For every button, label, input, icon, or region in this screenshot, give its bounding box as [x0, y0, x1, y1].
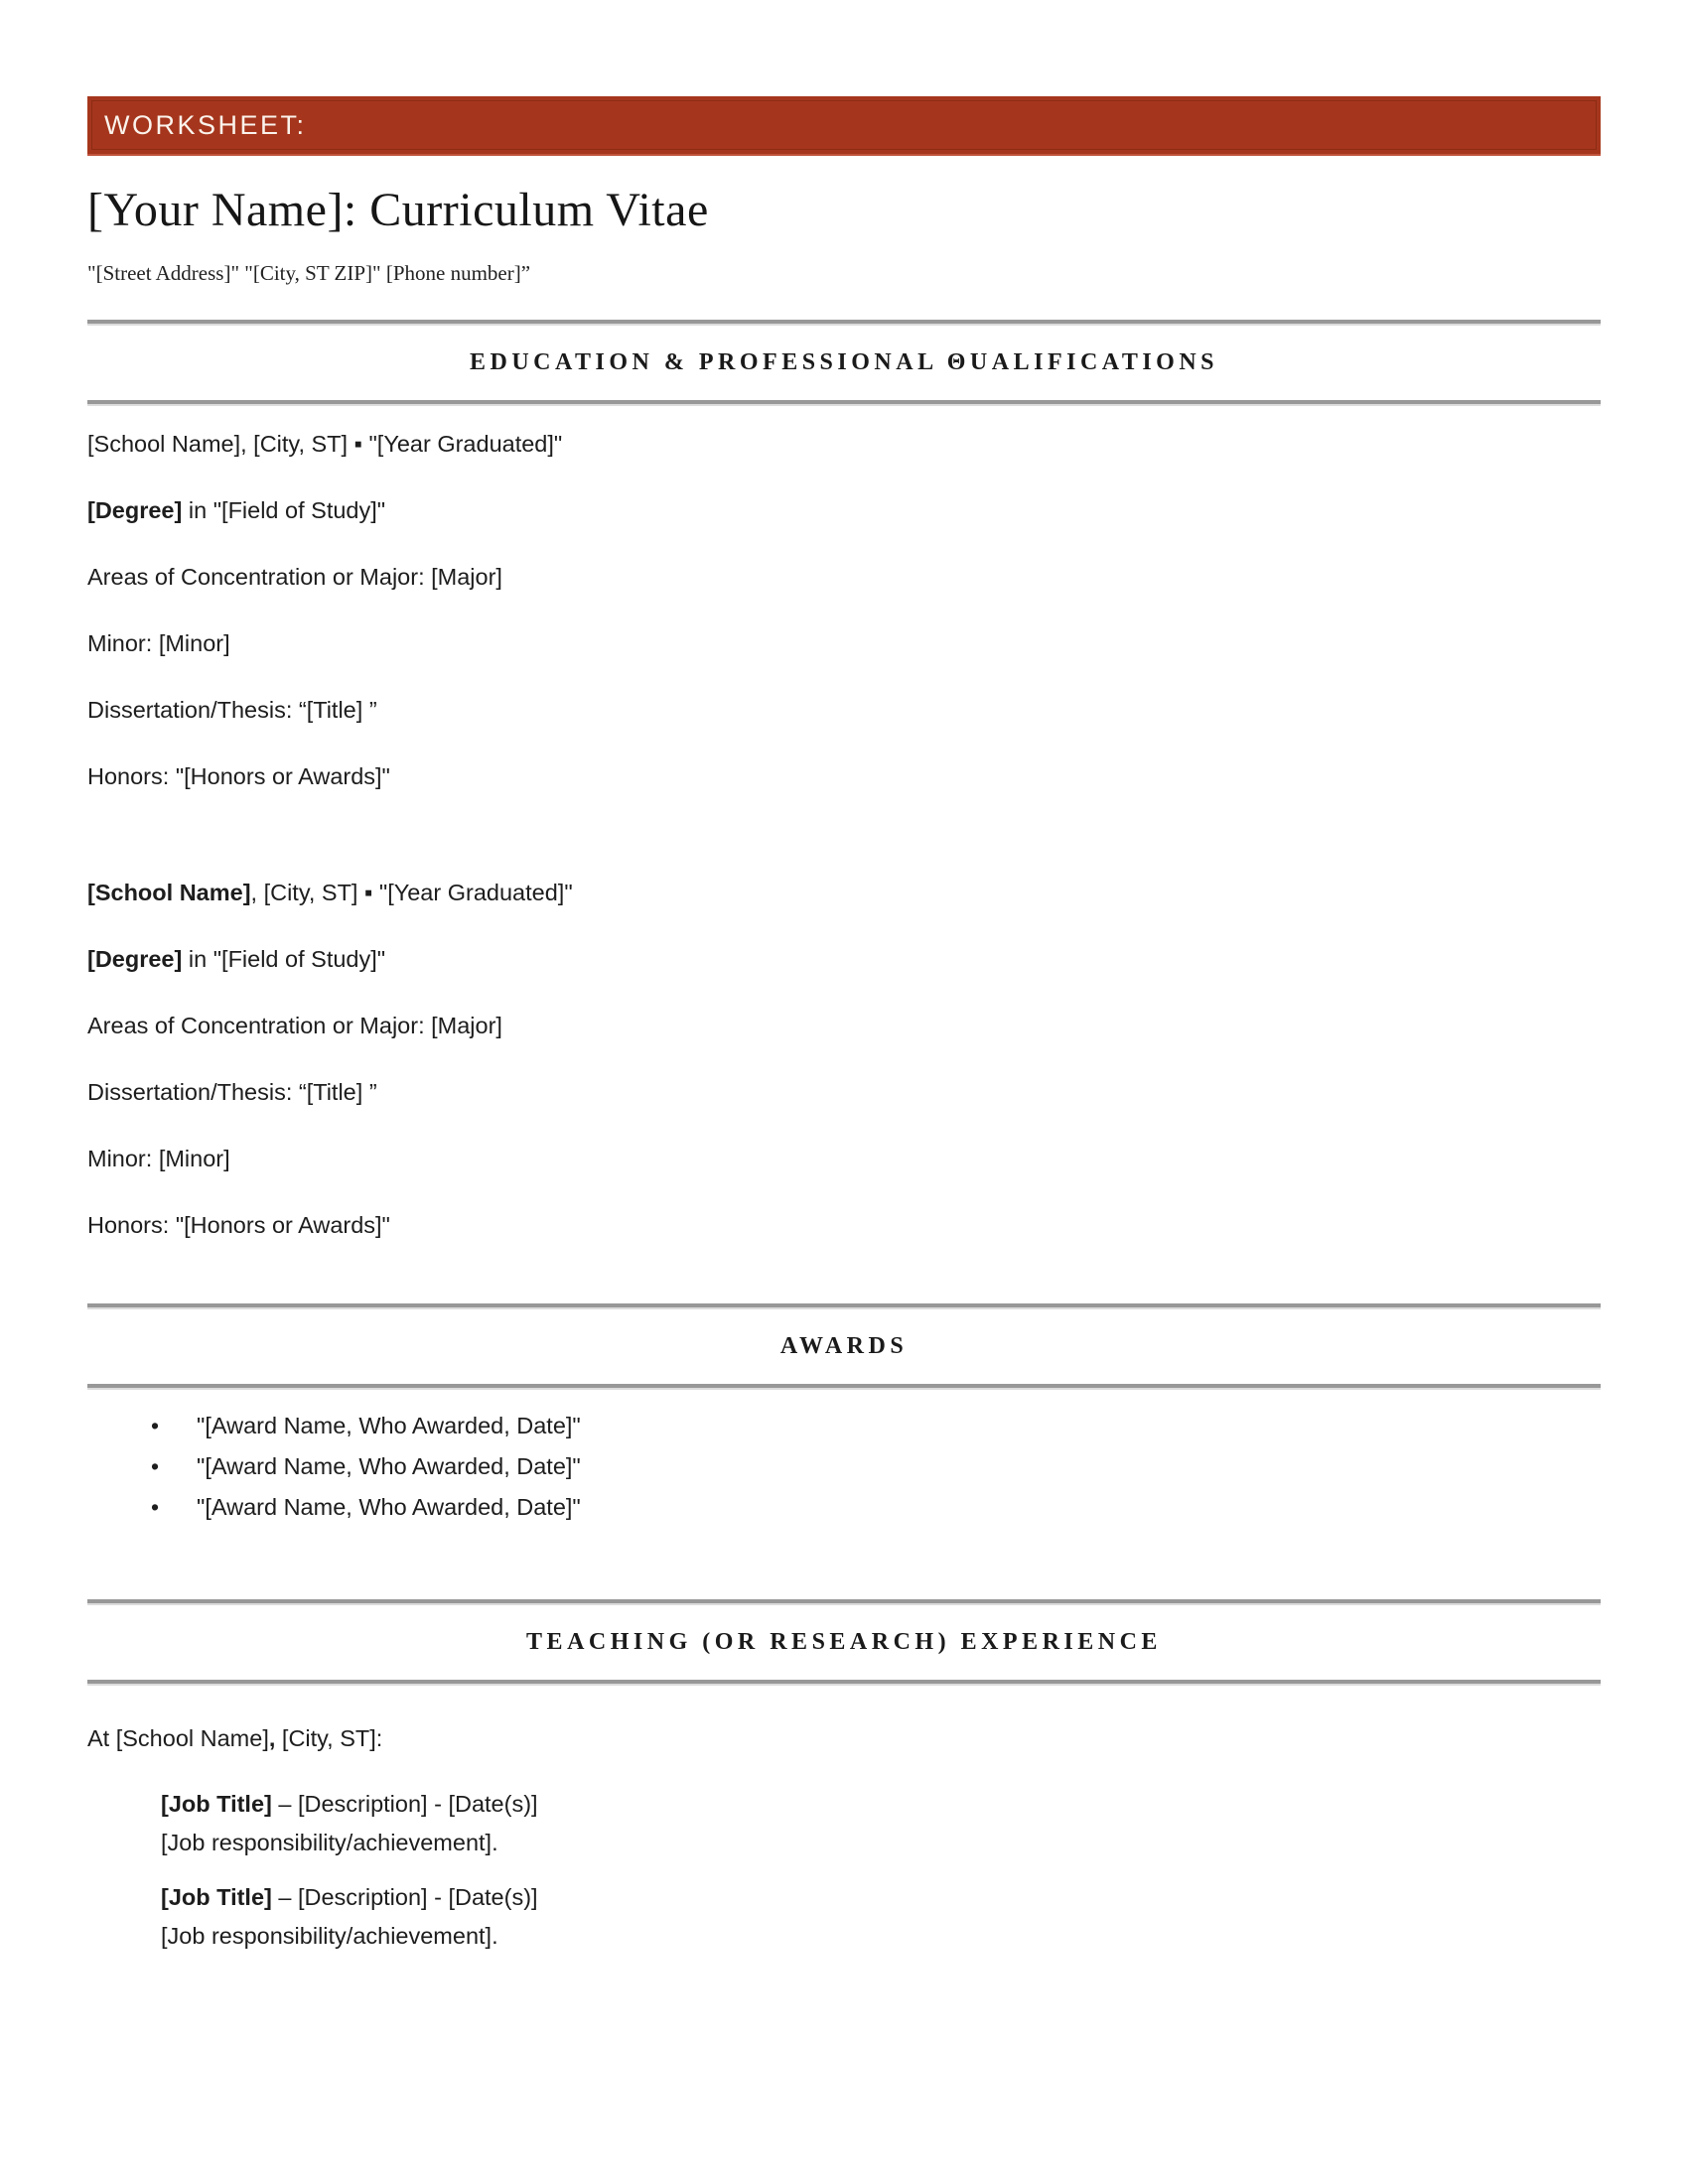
job-entry-1	[161, 1792, 1601, 1855]
awards-section-band	[87, 1303, 1601, 1388]
bullet-icon: •	[151, 1413, 160, 1439]
section-divider	[87, 1384, 1601, 1388]
degree-rest: in "[Field of Study]"	[182, 497, 386, 524]
major-line: Areas of Concentration or Major: [Major]	[87, 564, 502, 591]
job-title-placeholder: [Job Title]	[161, 1884, 272, 1911]
thesis-line: Dissertation/Thesis: “[Title] ”	[87, 697, 377, 724]
degree-line	[87, 947, 1601, 972]
education-entry-2	[87, 881, 1601, 1238]
section-divider	[87, 1680, 1601, 1684]
job-entry-2	[161, 1885, 1601, 1949]
education-section-heading: EDUCATION & PROFESSIONAL ΘUALIFICATIONS	[469, 349, 1219, 376]
award-list-item	[87, 1495, 1601, 1520]
award-item-text: "[Award Name, Who Awarded, Date]"	[197, 1453, 581, 1480]
job-title-line	[161, 1885, 1601, 1910]
thesis-line: Dissertation/Thesis: “[Title] ”	[87, 1079, 377, 1106]
honors-line: Honors: "[Honors or Awards]"	[87, 1212, 390, 1239]
teaching-body	[87, 1725, 1601, 1949]
school-name-placeholder: [School Name]	[87, 880, 251, 906]
worksheet-banner	[87, 96, 1601, 156]
worksheet-banner-label: WORKSHEET:	[104, 109, 307, 140]
education-section-band	[87, 320, 1601, 404]
degree-line	[87, 498, 1601, 523]
degree-rest: in "[Field of Study]"	[182, 946, 386, 973]
awards-section-heading: AWARDS	[779, 1333, 909, 1360]
education-entry-1	[87, 432, 1601, 789]
job-title-rest: – [Description] - [Date(s)]	[271, 1884, 538, 1911]
teaching-section-heading: TEACHING (OR RESEARCH) EXPERIENCE	[526, 1629, 1162, 1656]
award-item-text: "[Award Name, Who Awarded, Date]"	[197, 1413, 581, 1439]
award-list-item	[87, 1454, 1601, 1479]
bullet-icon: •	[151, 1453, 160, 1480]
minor-line: Minor: [Minor]	[87, 630, 230, 657]
banner-inner-frame	[91, 100, 1597, 150]
degree-placeholder: [Degree]	[87, 497, 183, 524]
job-responsibility-line: [Job responsibility/achievement].	[161, 1830, 498, 1856]
job-title-rest: – [Description] - [Date(s)]	[271, 1791, 538, 1818]
page-content	[87, 96, 1601, 1949]
teaching-school-line	[87, 1725, 1601, 1752]
school-name-line	[87, 881, 1601, 905]
contact-line: "[Street Address]" "[City, ST ZIP]" [Phone number]”	[87, 261, 531, 286]
honors-line: Honors: "[Honors or Awards]"	[87, 763, 390, 790]
job-title-placeholder: [Job Title]	[161, 1791, 272, 1818]
job-title-line	[161, 1792, 1601, 1817]
minor-line: Minor: [Minor]	[87, 1146, 230, 1172]
degree-placeholder: [Degree]	[87, 946, 183, 973]
awards-list	[87, 1414, 1601, 1520]
page-title: [Your Name]: Curriculum Vitae	[87, 184, 709, 236]
school-name-line: [School Name], [City, ST] ▪ "[Year Graduated]"	[87, 431, 563, 458]
job-responsibility-line: [Job responsibility/achievement].	[161, 1923, 498, 1950]
bullet-icon: •	[151, 1494, 160, 1521]
teaching-section-band	[87, 1599, 1601, 1684]
at-school-rest: [City, ST]:	[275, 1725, 383, 1752]
at-school-comma: ,	[268, 1725, 276, 1752]
section-divider	[87, 400, 1601, 404]
at-school-pre: At [School Name]	[87, 1725, 269, 1752]
school-name-rest: , [City, ST] ▪ "[Year Graduated]"	[250, 880, 573, 906]
major-line: Areas of Concentration or Major: [Major]	[87, 1013, 502, 1039]
award-list-item	[87, 1414, 1601, 1438]
award-item-text: "[Award Name, Who Awarded, Date]"	[197, 1494, 581, 1521]
